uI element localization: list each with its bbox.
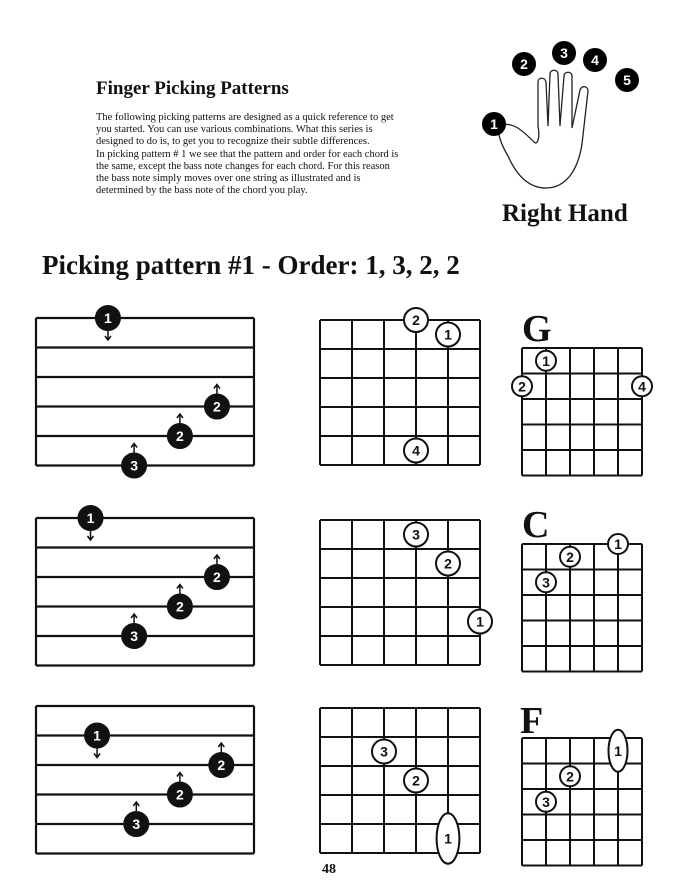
note-number: 2 bbox=[213, 569, 221, 585]
picking-diagram bbox=[30, 300, 266, 490]
hand-outline bbox=[499, 70, 588, 188]
finger-number: 3 bbox=[560, 45, 568, 61]
chord-diagram bbox=[506, 532, 662, 676]
picking-note bbox=[205, 395, 229, 419]
chord-name: F bbox=[520, 700, 544, 742]
finger-number: 5 bbox=[623, 72, 631, 88]
up-stroke-arrow bbox=[214, 555, 220, 564]
finger-note bbox=[404, 523, 428, 547]
up-stroke-arrow bbox=[177, 585, 183, 594]
chord-diagram bbox=[506, 726, 662, 874]
finger-note bbox=[372, 740, 396, 764]
finger-note bbox=[468, 610, 492, 634]
up-stroke-arrow bbox=[177, 414, 183, 423]
note-number: 1 bbox=[614, 536, 622, 552]
picking-note bbox=[124, 812, 148, 836]
right-hand-illustration bbox=[478, 40, 648, 200]
finger-marker bbox=[482, 112, 506, 136]
note-number: 3 bbox=[132, 816, 141, 832]
picking-diagram bbox=[30, 500, 266, 686]
finger-note bbox=[608, 534, 628, 554]
section-title: Finger Picking Patterns bbox=[96, 78, 289, 99]
note-number: 1 bbox=[444, 830, 452, 847]
up-stroke-arrow bbox=[131, 444, 137, 453]
finger-note bbox=[632, 376, 652, 396]
note-number: 3 bbox=[542, 793, 550, 810]
note-number: 2 bbox=[217, 757, 226, 773]
note-number: 1 bbox=[476, 613, 484, 630]
fretboard-diagram bbox=[312, 506, 490, 684]
finger-note bbox=[436, 323, 460, 347]
intro-line: In picking pattern # 1 we see that the pattern and order for each chord is bbox=[96, 148, 399, 160]
finger-note bbox=[536, 792, 556, 812]
note-number: 2 bbox=[566, 548, 574, 565]
note-number: 2 bbox=[566, 768, 574, 785]
finger-note bbox=[609, 730, 628, 772]
finger-note bbox=[404, 769, 428, 793]
note-number: 1 bbox=[542, 352, 550, 369]
finger-note bbox=[437, 813, 460, 863]
note-number: 2 bbox=[175, 598, 184, 615]
finger-note bbox=[560, 766, 580, 786]
fretboard-diagram bbox=[312, 306, 490, 486]
note-number: 1 bbox=[86, 510, 95, 526]
picking-note bbox=[168, 424, 192, 448]
up-stroke-arrow bbox=[177, 773, 183, 782]
down-stroke-arrow bbox=[88, 531, 94, 540]
finger-marker bbox=[615, 68, 639, 92]
finger-marker bbox=[552, 41, 576, 65]
down-stroke-arrow bbox=[94, 749, 100, 758]
up-stroke-arrow bbox=[218, 743, 224, 752]
note-number: 2 bbox=[412, 312, 420, 328]
finger-marker bbox=[512, 52, 536, 76]
finger-note bbox=[512, 376, 532, 396]
finger-note bbox=[436, 552, 460, 576]
down-stroke-arrow bbox=[105, 331, 111, 340]
intro-line: determined by the bass note of the chord you play. bbox=[96, 185, 308, 197]
finger-note bbox=[536, 572, 556, 592]
note-number: 3 bbox=[542, 574, 550, 591]
note-number: 3 bbox=[130, 628, 138, 644]
chord-diagram bbox=[506, 336, 662, 480]
finger-note bbox=[536, 351, 556, 371]
intro-line: designed to do is, to get you to recognize their subtle differences. bbox=[96, 136, 370, 148]
finger-number: 1 bbox=[490, 116, 498, 132]
note-number: 1 bbox=[104, 310, 112, 326]
up-stroke-arrow bbox=[214, 385, 220, 394]
finger-note bbox=[560, 547, 580, 567]
note-number: 2 bbox=[213, 398, 221, 415]
up-stroke-arrow bbox=[133, 802, 139, 811]
chord-name: C bbox=[522, 504, 550, 546]
intro-line: the same, except the bass note changes for each chord. For this reason bbox=[96, 160, 390, 172]
chord-name: G bbox=[522, 308, 552, 350]
intro-paragraph bbox=[96, 112, 441, 197]
note-number: 4 bbox=[412, 442, 420, 459]
intro-line: the bass note simply moves over one string as illustrated and is bbox=[96, 173, 361, 185]
picking-note bbox=[122, 454, 146, 478]
picking-note bbox=[122, 624, 146, 648]
picking-diagram bbox=[30, 688, 266, 874]
note-number: 1 bbox=[444, 326, 452, 343]
up-stroke-arrow bbox=[131, 614, 137, 623]
picking-note bbox=[85, 724, 109, 748]
note-number: 2 bbox=[412, 772, 420, 789]
pattern-title: Picking pattern #1 - Order: 1, 3, 2, 2 bbox=[42, 250, 460, 280]
note-number: 2 bbox=[175, 428, 184, 444]
picking-note bbox=[79, 506, 103, 530]
finger-number: 2 bbox=[520, 56, 528, 72]
note-number: 3 bbox=[130, 457, 138, 474]
finger-note bbox=[404, 439, 428, 463]
picking-note bbox=[168, 783, 192, 807]
intro-line: The following picking patterns are designed as a quick reference to get bbox=[96, 112, 394, 123]
note-number: 1 bbox=[93, 727, 101, 744]
picking-note bbox=[96, 306, 120, 330]
note-number: 1 bbox=[614, 742, 622, 759]
page-number: 48 bbox=[322, 862, 336, 877]
intro-line: you started. You can use various combinations. What this series is bbox=[96, 124, 373, 136]
note-number: 2 bbox=[444, 555, 452, 572]
finger-marker bbox=[583, 48, 607, 72]
finger-number: 4 bbox=[591, 52, 599, 68]
note-number: 3 bbox=[380, 743, 388, 760]
note-number: 2 bbox=[518, 378, 526, 395]
note-number: 2 bbox=[175, 786, 184, 803]
right-hand-label: Right Hand bbox=[502, 200, 628, 227]
picking-note bbox=[205, 565, 229, 589]
note-number: 4 bbox=[638, 378, 646, 395]
note-number: 3 bbox=[412, 526, 420, 543]
picking-note bbox=[168, 595, 192, 619]
picking-note bbox=[209, 753, 233, 777]
fretboard-diagram bbox=[312, 694, 490, 872]
finger-note bbox=[404, 308, 428, 332]
